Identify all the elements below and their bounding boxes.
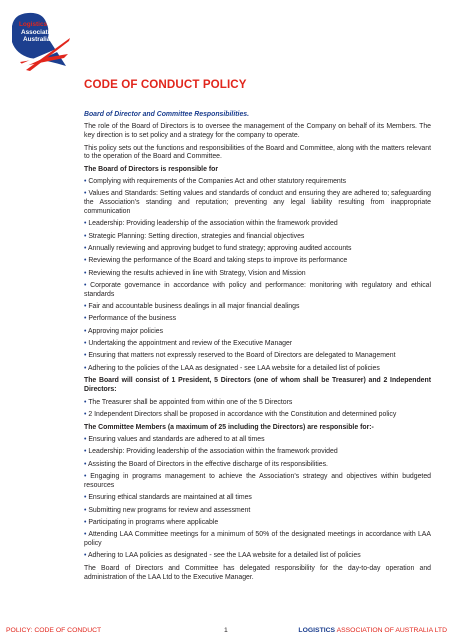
list-item-text: Corporate governance in accordance with policy and performance: monitoring with regulatory and ethical standards — [84, 281, 432, 298]
list-item — [84, 507, 431, 516]
list-item — [84, 352, 431, 361]
list-item — [84, 303, 431, 312]
bullet-icon: • — [84, 339, 89, 347]
board-heading: The Board of Directors is responsible for — [84, 165, 219, 173]
bullet-icon: • — [84, 448, 89, 456]
list-item-text: 2 Independent Directors shall be proposed in accordance with the Constitution and determined policy — [88, 410, 397, 418]
section-heading: Board of Director and Committee Responsibilities. — [84, 111, 250, 118]
bullet-icon: • — [84, 269, 89, 277]
list-item-text: Annually reviewing and approving budget to fund strategy; approving audited accounts — [87, 245, 352, 252]
committee-responsibility-list — [84, 436, 431, 561]
bullet-icon: • — [84, 460, 88, 468]
list-item-text: Adhering to LAA policies as designated - see the LAA website for a detailed list of policies — [87, 552, 361, 560]
list-item-text: Submitting new programs for review and assessment — [88, 506, 251, 514]
bullet-icon: • — [84, 552, 88, 560]
intro-paragraph: This policy sets out the functions and responsibilities of the Board and Committee, along with the matters relevant to the operation of the Board and Committee. — [84, 144, 431, 161]
list-item — [84, 473, 431, 491]
list-item — [84, 399, 431, 408]
bullet-icon: • — [84, 494, 89, 502]
board-responsibility-list — [84, 178, 431, 373]
bullet-icon: • — [84, 518, 89, 526]
list-item-text: Ensuring that matters not expressly reserved to the Board of Directors are delegated to Management — [88, 352, 396, 360]
bullet-icon: • — [84, 315, 89, 323]
list-item-text: Ensuring ethical standards are maintained at all times — [88, 494, 252, 502]
bullet-icon: • — [84, 178, 89, 185]
logo-line-1: Logistics — [19, 21, 48, 28]
list-item-text: Assisting the Board of Directors in the effective discharge of its responsibilities. — [87, 460, 328, 468]
list-item — [84, 257, 431, 266]
page-number: 1 — [224, 627, 228, 634]
footer-org-name: LOGISTICS ASSOCIATION OF AUSTRALIA LTD — [298, 627, 447, 634]
list-item — [84, 190, 431, 217]
bullet-icon: • — [84, 436, 89, 444]
bullet-icon: • — [84, 352, 89, 360]
document-body — [84, 111, 431, 586]
list-item-text: Reviewing the results achieved in line with Strategy, Vision and Mission — [88, 269, 306, 277]
list-item — [84, 519, 431, 528]
list-item-text: Approving major policies — [87, 327, 164, 335]
list-item-text: Complying with requirements of the Companies Act and other statutory requirements — [88, 178, 347, 185]
list-item — [84, 436, 431, 445]
list-item-text: Leadership: Providing leadership of the association within the framework provided — [88, 220, 338, 228]
bullet-icon: • — [84, 220, 89, 228]
list-item-text: Performance of the business — [88, 315, 177, 323]
bullet-icon: • — [84, 410, 89, 418]
list-item — [84, 245, 431, 254]
list-item — [84, 494, 431, 503]
footer-policy-label: POLICY: CODE OF CONDUCT — [6, 627, 102, 634]
list-item — [84, 328, 431, 337]
bullet-icon: • — [84, 327, 88, 335]
list-item-text: Leadership: Providing leadership of the association within the framework provided — [88, 448, 338, 456]
closing-paragraph: The Board of Directors and Committee has delegated responsibility for the day-to-day operation and administration of the LAA Ltd to the Executive Manager. — [84, 564, 431, 581]
list-item-text: Ensuring values and standards are adhered to at all times — [88, 436, 265, 444]
composition-heading: The Board will consist of 1 President, 5 Directors (one of whom shall be Treasurer) and 2 Independent Directors: — [84, 377, 431, 394]
list-item — [84, 220, 431, 229]
logo-line-3: Australia — [23, 36, 51, 44]
intro-paragraph: The role of the Board of Directors is to oversee the management of the Company on behalf of its Members. The key direction is to set policy and a strategy for the company to operate. — [84, 123, 431, 140]
logo-line-2: Association — [21, 28, 58, 36]
list-item-text: The Treasurer shall be appointed from within one of the 5 Directors — [88, 398, 293, 406]
composition-list — [84, 399, 431, 420]
list-item-text: Fair and accountable business dealings in all major financial dealings — [88, 303, 300, 311]
list-item-text: Undertaking the appointment and review of the Executive Manager — [88, 339, 293, 347]
list-item-text: Participating in programs where applicable — [88, 518, 219, 526]
bullet-icon: • — [84, 303, 89, 311]
list-item — [84, 315, 431, 324]
list-item-text: Reviewing the performance of the Board and taking steps to improve its performance — [88, 257, 348, 265]
bullet-icon: • — [84, 473, 91, 481]
bullet-icon: • — [84, 364, 88, 372]
bullet-icon: • — [84, 506, 89, 514]
bullet-icon: • — [84, 190, 89, 198]
list-item-text: Engaging in programs management to achieve the Association’s strategy and objectives within budgeted resources — [84, 473, 431, 489]
list-item — [84, 233, 431, 242]
bullet-icon: • — [84, 281, 91, 289]
bullet-icon: • — [84, 232, 89, 240]
list-item-text: Values and Standards: Setting values and standards of conduct and ensuring they are adhered to; safeguarding the Association’s standing and reputation; preventing any legal liability resulting from inappropriate communication — [84, 190, 432, 216]
bullet-icon: • — [84, 245, 88, 252]
list-item — [84, 178, 431, 187]
list-item — [84, 282, 431, 300]
list-item-text: Attending LAA Committee meetings for a minimum of 50% of the designated meetings in accordance with LAA policy — [84, 531, 431, 548]
list-item — [84, 461, 431, 470]
list-item — [84, 365, 431, 374]
list-item-text: Adhering to the policies of the LAA as designated - see LAA website for a detailed list of policies — [87, 364, 380, 372]
bullet-icon: • — [84, 531, 89, 539]
bullet-icon: • — [84, 398, 89, 406]
page-title: CODE OF CONDUCT POLICY — [84, 78, 247, 91]
bullet-icon: • — [84, 257, 89, 265]
list-item — [84, 531, 431, 549]
laa-logo — [6, 8, 72, 72]
list-item — [84, 448, 431, 457]
list-item — [84, 411, 431, 420]
list-item — [84, 340, 431, 349]
committee-heading: The Committee Members (a maximum of 25 including the Directors) are responsible for:- — [84, 423, 374, 431]
list-item — [84, 552, 431, 561]
list-item — [84, 270, 431, 279]
list-item-text: Strategic Planning: Setting direction, strategies and financial objectives — [88, 232, 305, 240]
